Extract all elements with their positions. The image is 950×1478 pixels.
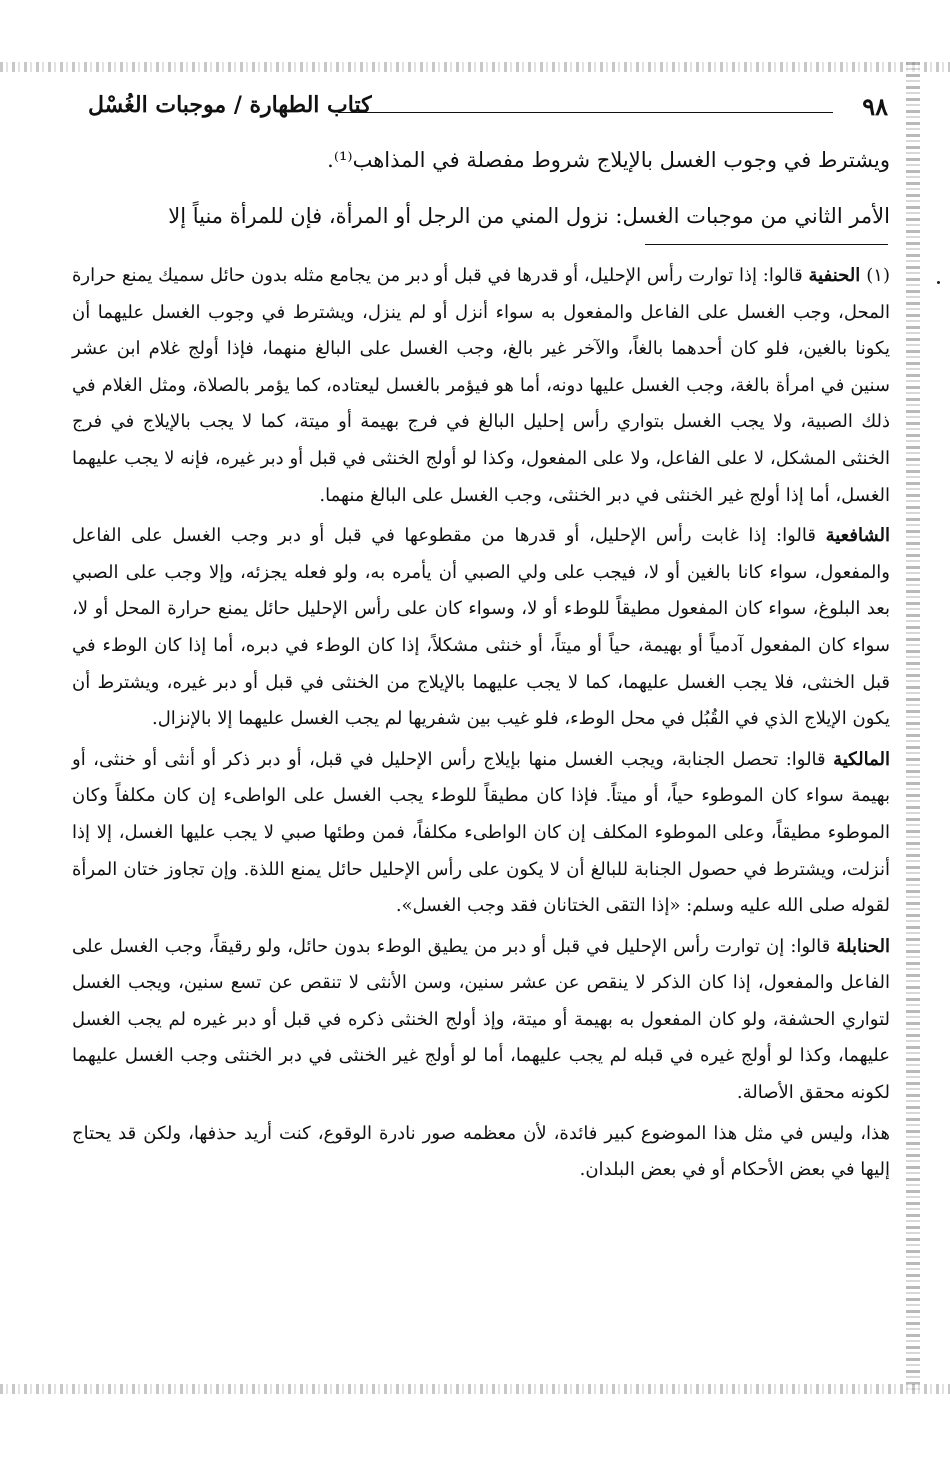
decorative-border-top (0, 62, 950, 72)
footnote-shafii-text: قالوا: إذا غابت رأس الإحليل، أو قدرها من مقطوعها في قبل أو دبر وجب الغسل على الفاعل والمفعول، سواء كانا بالغين أو لا، فيجب على ولي الصبي أن يأمره به، ولو فعله يجزئه، وإلا وجب على الصبي بعد البلوغ، سواء كان المفعول مطيقاً للوطء أو لا، وسواء كان على رأس الإحليل حائل يمنع حرارة المحل أو لا، سواء كان المفعول آدمياً أو بهيمة، حياً أو ميتاً، أو خنثى مشكلاً، إذا كان الوطء في دبره، أما إذا كان الوطء في قبل الخنثى، فلا يجب الغسل عليهما، كما لا يجب عليهما بالإيلاج من الخنثى في قبل أو دبر غيره، ويشترط أن يكون الإيلاج الذي في القُبُل في محل الوطء، فلو غيب بين شفريها لم يجب الغسل عليهما إلا بالإنزال. (72, 525, 890, 730)
main-text (75, 136, 890, 240)
footnote-maliki (72, 742, 890, 925)
decorative-border-bottom (0, 1384, 950, 1394)
school-name-hanafi: الحنفية (808, 265, 861, 286)
footnote-hanbali (72, 929, 890, 1112)
footnote-shafii (72, 518, 890, 738)
header-rule (338, 112, 833, 113)
footnote-hanafi-text: قالوا: إذا توارت رأس الإحليل، أو قدرها في قبل أو دبر من يجامع مثله بدون حائل سميك يمنع حرارة المحل، وجب الغسل على الفاعل والمفعول به سواء أنزل أو لم ينزل، ويشترط في وجوب الغسل عليهما أن يكونا بالغين، فلو كان أحدهما بالغاً، والآخر غير بالغ، وجب الغسل على البالغ منهما، فإذا أولج غلام ابن عشر سنين في امرأة بالغة، وجب الغسل عليها دونه، أما هو فيؤمر بالغسل ليعتاده، كما يؤمر بالصلاة، ومثل الغلام في ذلك الصبية، ولا يجب الغسل بتواري رأس إحليل البالغ في فرج بهيمة أو ميتة، كما لا يجب بالإيلاج في فرج الخنثى المشكل، لا على الفاعل، ولا على المفعول، وكذا لو أولج الخنثى في قبل أو دبر غيره، فإنه لا يجب عليهما الغسل، أما إذا أولج غير الخنثى في دبر الخنثى، وجب الغسل على البالغ منهما. (72, 265, 891, 506)
school-name-maliki: المالكية (833, 748, 890, 770)
footnote-hanbali-text: قالوا: إن توارت رأس الإحليل في قبل أو دبر من يطيق الوطء بدون حائل، ولو رقيقاً، وجب الغسل على الفاعل والمفعول، إذا كان الذكر لا ينقص عن عشر سنين، وسن الأنثى لا تنقص عن تسع سنين، ويجب الغسل لتواري الحشفة، ولو كان المفعول به بهيمة أو ميتة، وإذ أولج الخنثى ذكره في قبل أو دبر غيره لم يجب الغسل عليهما، وكذا لو أولج غيره في قبله لم يجب عليهما، أما لو أولج غير الخنثى في دبر الخنثى وجب الغسل عليهما لكونه محقق الأصالة. (72, 935, 890, 1104)
footnote-separator (645, 244, 888, 245)
main-paragraph-1: ويشترط في وجوب الغسل بالإيلاج شروط مفصلة في المذاهب⁽¹⁾. (327, 148, 890, 172)
running-title: كتاب الطهارة / موجبات الغُسْل (88, 92, 372, 118)
page-header (88, 92, 888, 126)
main-paragraph-2: الأمر الثاني من موجبات الغسل: نزول المني من الرجل أو المرأة، فإن للمرأة منياً إلا (168, 204, 890, 228)
school-name-hanbali: الحنابلة (836, 935, 890, 957)
footnote-marker: (١) (866, 265, 890, 286)
margin-dot (937, 281, 940, 284)
footnote-hanafi (72, 258, 890, 514)
school-name-shafii: الشافعية (825, 525, 890, 547)
decorative-border-right (906, 62, 920, 1394)
page-number: ٩٨ (862, 92, 888, 121)
footnote-maliki-text: قالوا: تحصل الجنابة، ويجب الغسل منها بإيلاج رأس الإحليل في قبل، أو دبر ذكر أو أنثى أو خنثى، أو بهيمة سواء كان الموطوء حياً، أو ميتاً. فإذا كان مطيقاً للوطء يجب الغسل على الواطىء إن كان مكلفاً وكان الموطوء مطيقاً، وعلى الموطوء المكلف إن كان الواطىء مكلفاً، فمن وطئها صبي لا يجب عليها الغسل، إلا إذا أنزلت، ويشترط في حصول الجنابة للبالغ أن لا يكون على رأس الإحليل حائل يمنع اللذة. وإن تجاوز ختان المرأة لقوله صلى الله عليه وسلم: «إذا التقى الختانان فقد وجب الغسل». (72, 748, 890, 917)
footnote-closing: هذا، وليس في مثل هذا الموضوع كبير فائدة، لأن معظمه صور نادرة الوقوع، كنت أريد حذفها، ولكن قد يحتاج إليها في بعض الأحكام أو في بعض البلدان. (72, 1122, 890, 1181)
footnotes (72, 258, 890, 1193)
